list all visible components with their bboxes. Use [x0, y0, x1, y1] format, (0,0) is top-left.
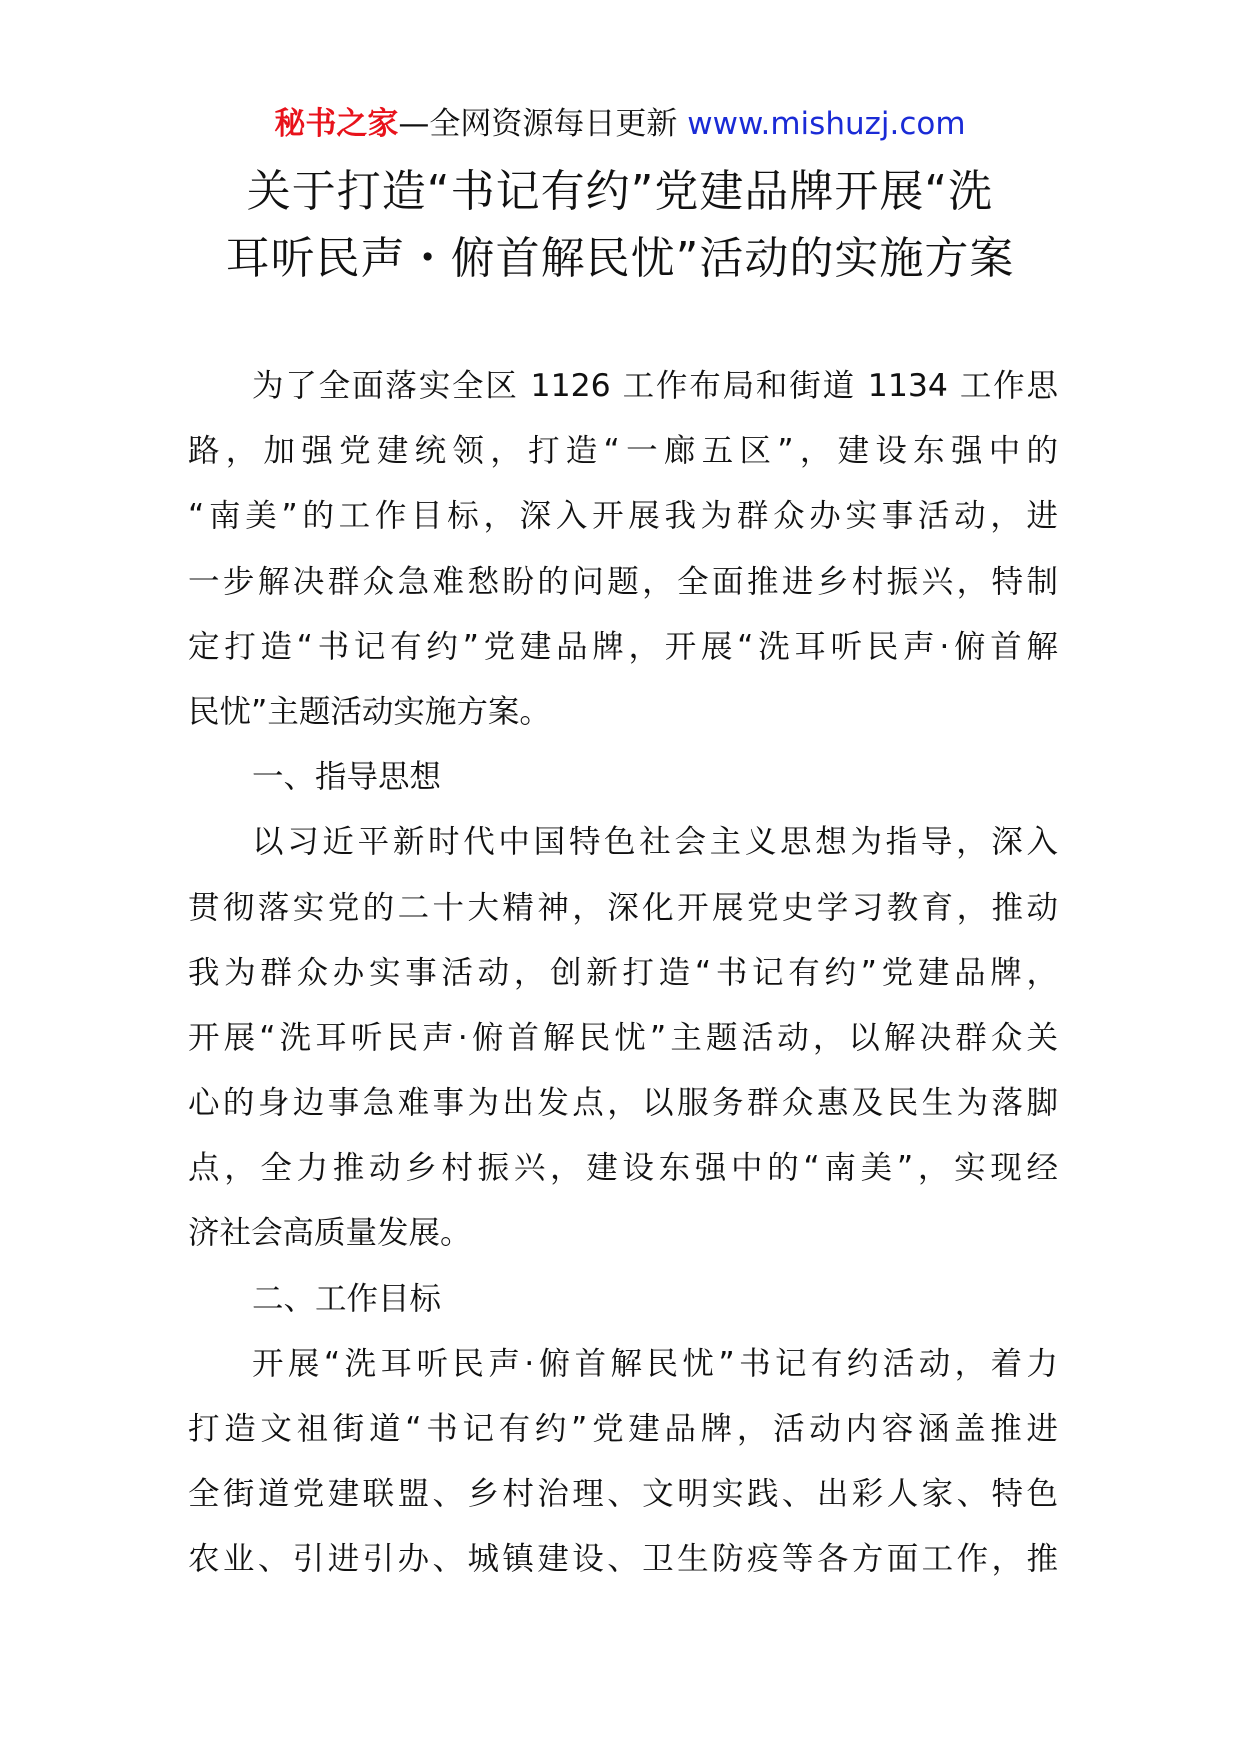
title-line-1: 关于打造“书记有约”党建品牌开展“洗 — [246, 166, 994, 217]
section-heading-guiding-ideology: 一、指导思想 — [252, 759, 442, 796]
paragraph-line: 开展“洗耳听民声·俯首解民忧”主题活动，以解决群众关 — [188, 1019, 1058, 1056]
brand-name: 秘书之家 — [274, 106, 399, 142]
document-body — [188, 354, 1058, 1593]
paragraph-line: 济社会高质量发展。 — [188, 1215, 472, 1252]
paragraph-line: 农业、引进引办、城镇建设、卫生防疫等各方面工作，推 — [188, 1541, 1058, 1578]
paragraph-guiding-ideology — [188, 810, 1058, 1266]
paragraph-line: 民忧”主题活动实施方案。 — [188, 693, 551, 730]
paragraph-line: 一步解决群众急难愁盼的问题，全面推进乡村振兴，特制 — [188, 563, 1058, 600]
paragraph-line: 心的身边事急难事为出发点，以服务群众惠及民生为落脚 — [188, 1085, 1058, 1122]
paragraph-line: 我为群众办实事活动，创新打造“书记有约”党建品牌， — [188, 954, 1058, 991]
site-url-link[interactable]: www.mishuzj.com — [687, 106, 966, 142]
paragraph-line: 路，加强党建统领，打造“一廊五区”，建设东强中的 — [188, 433, 1058, 470]
paragraph-line: 开展“洗耳听民声·俯首解民忧”书记有约活动，着力 — [252, 1345, 1058, 1382]
paragraph-line: 以习近平新时代中国特色社会主义思想为指导，深入 — [252, 824, 1058, 861]
paragraph-work-goals — [188, 1332, 1058, 1593]
paragraph-line: 全街道党建联盟、乡村治理、文明实践、出彩人家、特色 — [188, 1476, 1058, 1513]
header-tagline: —全网资源每日更新 — [398, 106, 688, 142]
document-title — [150, 158, 1090, 292]
paragraph-line: “南美”的工作目标，深入开展我为群众办实事活动，进 — [188, 498, 1058, 535]
paragraph-intro — [188, 354, 1058, 745]
paragraph-line: 为了全面落实全区 1126 工作布局和街道 1134 工作思 — [252, 368, 1058, 404]
paragraph-line: 定打造“书记有约”党建品牌，开展“洗耳听民声·俯首解 — [188, 628, 1058, 665]
paragraph-line: 贯彻落实党的二十大精神，深化开展党史学习教育，推动 — [188, 889, 1058, 926]
title-line-2: 耳听民声・俯首解民忧”活动的实施方案 — [225, 233, 1015, 284]
paragraph-line: 点，全力推动乡村振兴，建设东强中的“南美”，实现经 — [188, 1150, 1058, 1187]
section-heading-work-goals: 二、工作目标 — [252, 1280, 442, 1317]
paragraph-line: 打造文祖街道“书记有约”党建品牌，活动内容涵盖推进 — [188, 1411, 1058, 1447]
site-header — [0, 100, 1240, 148]
